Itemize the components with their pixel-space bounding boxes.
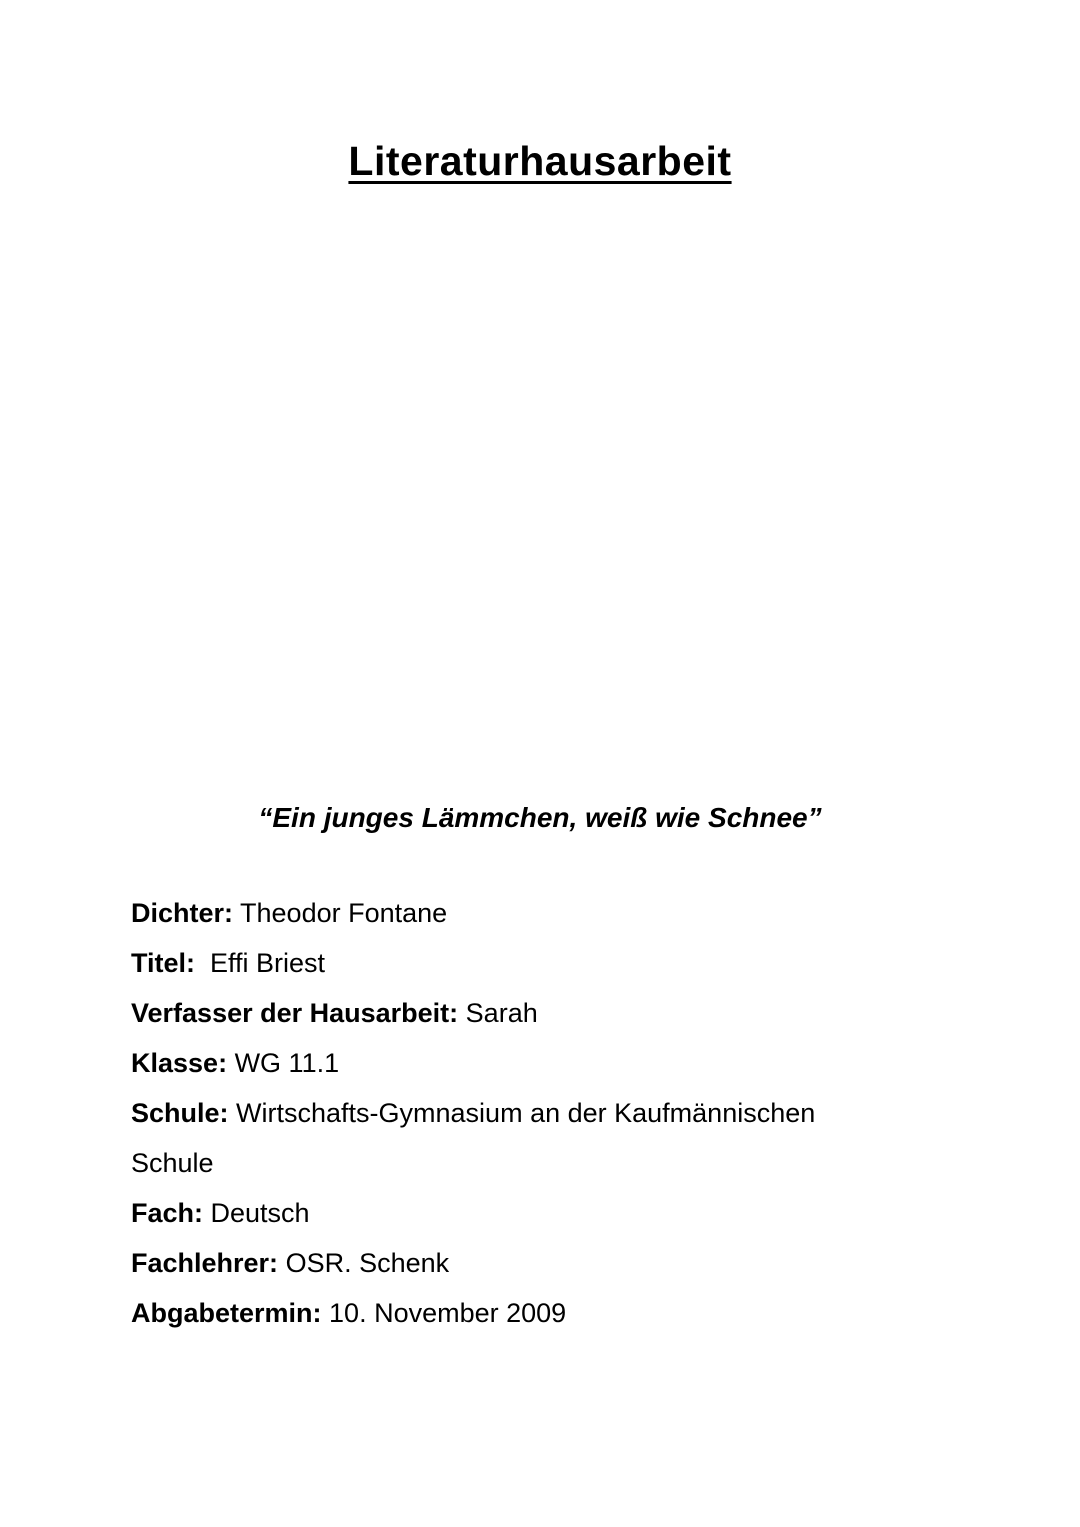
field-value: Theodor Fontane (233, 898, 448, 928)
field-label: Fachlehrer: (131, 1248, 279, 1278)
field-value: 10. November 2009 (321, 1298, 567, 1328)
field-label: Schule: (131, 1098, 229, 1128)
field-verfasser (131, 988, 951, 1038)
field-value: Schule (131, 1148, 214, 1178)
field-schule (131, 1088, 951, 1138)
field-label: Verfasser der Hausarbeit: (131, 998, 459, 1028)
field-value: WG 11.1 (227, 1048, 340, 1078)
page-title (0, 136, 1080, 186)
field-value: OSR. Schenk (278, 1248, 450, 1278)
field-dichter (131, 888, 951, 938)
field-klasse (131, 1038, 951, 1088)
subtitle-quote: “Ein junges Lämmchen, weiß wie Schnee” (258, 802, 822, 833)
field-label: Abgabetermin: (131, 1298, 322, 1328)
page-title-text: Literaturhausarbeit (348, 138, 732, 184)
field-label: Titel: (131, 948, 196, 978)
info-block (131, 888, 951, 1338)
field-titel (131, 938, 951, 988)
field-label: Fach: (131, 1198, 204, 1228)
field-label: Dichter: (131, 898, 234, 928)
field-schule-continued (131, 1138, 951, 1188)
field-value: Sarah (458, 998, 538, 1028)
field-fachlehrer (131, 1238, 951, 1288)
field-fach (131, 1188, 951, 1238)
field-value: Effi Briest (195, 948, 326, 978)
field-abgabetermin (131, 1288, 951, 1338)
field-label: Klasse: (131, 1048, 228, 1078)
field-value: Deutsch (203, 1198, 310, 1228)
field-value: Wirtschafts-Gymnasium an der Kaufmännischen (228, 1098, 816, 1128)
